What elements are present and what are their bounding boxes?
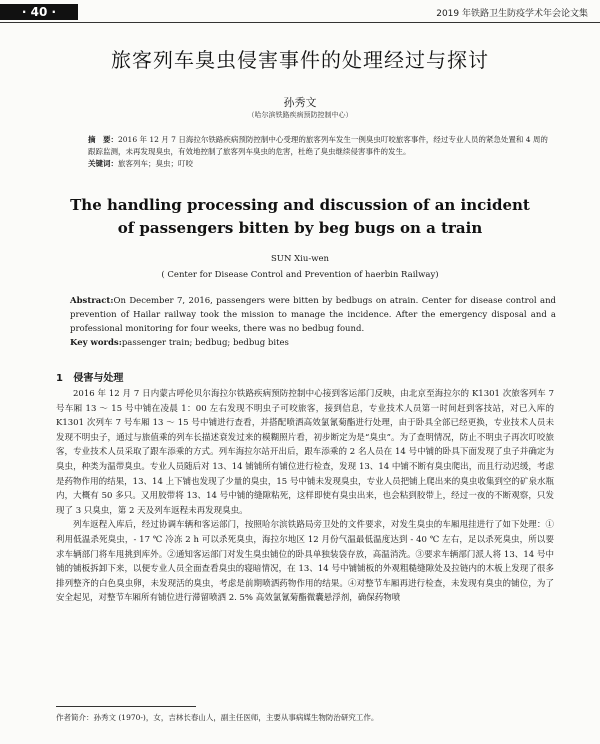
abstract-en-label: Abstract: bbox=[70, 296, 114, 306]
keywords-en-label: Key words: bbox=[70, 338, 122, 348]
footnote: 作者简介：孙秀文 (1970-)，女，吉林长春山人，副主任医师，主要从事病媒生物防治研究工作。 bbox=[56, 713, 379, 722]
keywords-en-text: passenger train; bedbug; bedbug bites bbox=[121, 338, 289, 348]
affiliation-chinese: （哈尔滨铁路疾病预防控制中心） bbox=[247, 111, 353, 119]
running-header bbox=[0, 0, 600, 22]
paragraph-2: 列车返程入库后，经过协调车辆和客运部门，按照哈尔滨铁路局旁卫处的文件要求，对发生臭虫的车厢甩挂进行了如下处理：①利用低温杀死臭虫，- 17 ℃ 冷冻 2 h 可以杀死臭虫，海拉尔地区 12 月份气温最低温度达到 - 40 ℃ 左右，足以杀死臭虫，所以要求车辆部门将车甩挑到库外。②通知客运部门对发生臭虫铺位的卧具单独装袋存放，高温消洗。③要求车辆部门派人将 13、14 号中铺的铺板拆卸下来，以便专业人员全面查看臭虫的寝暗情况，在 13、14 号中铺铺板的外观粗糙缝隙处及拉链内的木板上发现了很多排列整齐的白色臭虫卵，未发现活的臭虫，考虑是前期喷洒药物作用的结果。④对整节车厢再进行检查，未发现有臭虫的铺位，为了安全起见，对整节车厢所有铺位进行滞留喷洒 2. 5% 高效氯氰菊酯微囊悬浮剂，确保药物喷 bbox=[56, 520, 554, 604]
title-english bbox=[0, 194, 600, 240]
abstract-cn-label: 摘 要： bbox=[88, 135, 118, 144]
abstract-en-text: On December 7, 2016, passengers were bitten by bedbugs on atrain. Center for disease control and prevention of Hailar railway took the mission to manage the incidence. After the emergency disposal and a professional monitoring for four weeks, there was no bedbug found. bbox=[70, 296, 556, 334]
journal-name: 2019 年铁路卫生防疫学术年会论文集 bbox=[436, 9, 588, 19]
abstract-chinese bbox=[88, 134, 550, 170]
affiliation-english: ( Center for Disease Control and Prevention of haerbin Railway) bbox=[161, 270, 439, 280]
abstract-english bbox=[70, 294, 556, 336]
title-en-line-2: of passengers bitten by beg bugs on a train bbox=[117, 219, 483, 237]
keywords-cn-text: 旅客列车；臭虫；叮咬 bbox=[118, 159, 193, 168]
title-chinese: 旅客列车臭虫侵害事件的处理经过与探讨 bbox=[111, 48, 489, 72]
footnote-rule bbox=[56, 706, 196, 707]
keywords-english bbox=[70, 338, 289, 348]
header-rule bbox=[0, 22, 600, 23]
page-number: · 40 · bbox=[0, 4, 78, 20]
author-english: SUN Xiu-wen bbox=[270, 254, 330, 264]
section-number: 1 bbox=[56, 373, 63, 384]
paragraph-1: 2016 年 12 月 7 日内蒙古呼伦贝尔海拉尔铁路疾病预防控制中心接到客运部门反映，由北京至海拉尔的 K1301 次旅客列车 7 号车厢 13 ～ 15 号中铺在凌晨 1：00 左右发现不明虫子可咬旅客，接到信息，专业技术人员第一时间赶到客技站，对已入库的 K1301 次列车 7 号车厢 13 ～ 15 号中铺进行查看，并搭配喷洒高效氯氰菊酯进行处理，由于卧具全部已经更换，专业技术人员未发现不明虫子，通过与旅值乘的列车长描述衰发过来的模糊照片看，初步断定为是“臭虫”。为了查明情况，防止不明虫子再次叮咬旅客，专业技术人员采取了跟车添乘的方式。列车海拉尔站开出后，跟车添乘的 2 名人员在 14 号中铺的卧具下面发现了虫子并确定为臭虫，种类为温带臭虫。专业人员随后对 13、14 铺铺所有铺位进行检查，发现 13、14 中铺不断有臭虫爬出，而且行动迟缓，考虑是药物作用的结果，13、14 上下铺也发现了少量的臭虫，15 号中铺未发现臭虫，专业人员把铺上爬出来的臭虫收集到空的矿泉水瓶内，大概有 50 多只。又用胶带将 13、14 号中铺的缝隙粘死，这样即使有臭虫出来，也会粘到胶带上，经过一夜的不断观察，只发现了 3 只臭虫，第 2 天及列车返程未再发现臭虫。 bbox=[56, 389, 554, 516]
section-title: 侵害与处理 bbox=[73, 373, 124, 384]
section-heading bbox=[56, 369, 123, 384]
abstract-cn-text: 2016 年 12 月 7 日海拉尔铁路疾病预防控制中心受理的旅客列车发生一例臭虫叮咬旅客事件，经过专业人员的紧急处置和 4 周的跟踪监测，未再发现臭虫，有效地控制了旅客列车臭虫的危害，杜绝了臭虫继续侵害事件的发生。 bbox=[88, 135, 548, 156]
body-text bbox=[56, 387, 554, 606]
author-chinese: 孙秀文 bbox=[283, 96, 317, 109]
title-en-line-1: The handling processing and discussion of an incident bbox=[70, 196, 530, 214]
keywords-cn-label: 关键词： bbox=[88, 159, 118, 168]
